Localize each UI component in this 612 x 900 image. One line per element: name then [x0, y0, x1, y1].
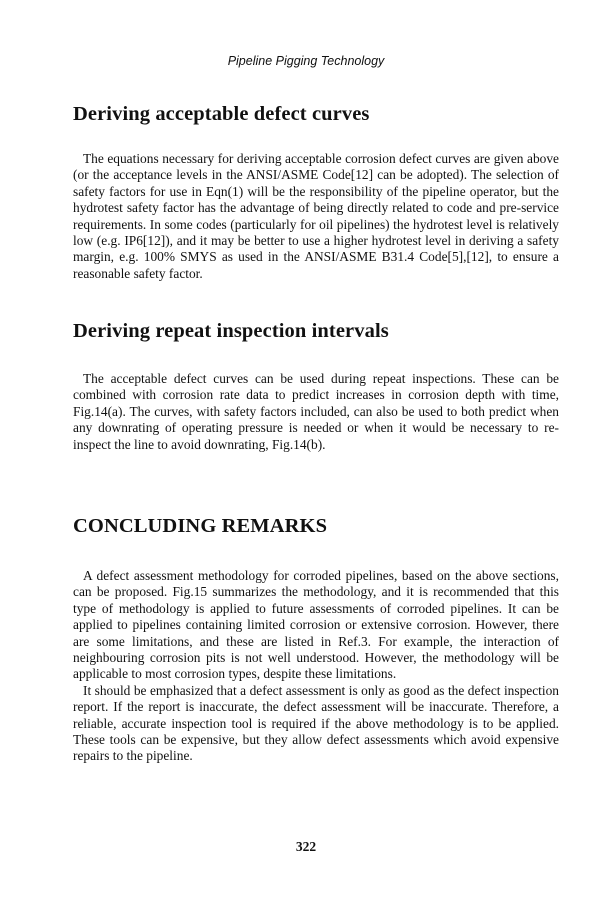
section-concluding-body [73, 568, 559, 765]
paragraph-repeat-inspection-intervals: The acceptable defect curves can be used during repeat inspections. These can be combined with corrosion rate data to predict increases in corrosion depth with time, Fig.14(a). The curves, with safety factors included, can also be used to both predict when any downrating of operating pressure is needed or when it would be necessary to re-inspect the line to avoid downrating, Fig.14(b). [73, 371, 559, 452]
paragraph-concluding-1: A defect assessment methodology for corroded pipelines, based on the above sections, can be proposed. Fig.15 summarizes the methodology, and it is recommended that this type of methodology is applied to future assessments of corroded pipelines. It can be applied to pipelines containing limited corrosion or extensive corrosion. However, there are some limitations, and these are listed in Ref.3. For example, the interaction of neighbouring corrosion pits is not well understood. However, the methodology will be applicable to most corrosion types, despite these limitations. [73, 568, 559, 682]
paragraph-acceptable-defect-curves: The equations necessary for deriving acceptable corrosion defect curves are given above (or the acceptance levels in the ANSI/ASME Code[12] can be adopted). The selection of safety factors for use in Eqn(1) will be the responsibility of the pipeline operator, but the hydrotest safety factor has the advantage of being directly related to code and pre-service requirements. In some codes (particularly for oil pipelines) the hydrotest level is relatively low (e.g. IP6[12]), and it may be better to use a higher hydrotest level in deriving a safety margin, e.g. 100% SMYS as used in the ANSI/ASME B31.4 Code[5],[12], to ensure a reasonable safety factor. [73, 151, 559, 281]
section-heading-acceptable-defect-curves: Deriving acceptable defect curves [73, 103, 370, 125]
section-repeat-heading-block [73, 320, 559, 343]
section-heading-concluding-remarks: CONCLUDING REMARKS [73, 515, 328, 537]
section-concluding-heading-block [73, 515, 559, 538]
paragraph-concluding-2: It should be emphasized that a defect assessment is only as good as the defect inspection report. If the report is inaccurate, the defect assessment will be inaccurate. Therefore, a reliable, accurate inspection tool is required if the above methodology is to be applied. These tools can be expensive, but they allow defect assessments which avoid expensive repairs to the pipeline. [73, 682, 559, 764]
section-heading-repeat-inspection-intervals: Deriving repeat inspection intervals [73, 320, 389, 342]
section-acceptable-body [73, 151, 559, 282]
running-header: Pipeline Pigging Technology [227, 54, 385, 68]
page-number: 322 [295, 839, 317, 854]
section-acceptable-heading-block [73, 103, 559, 126]
section-repeat-body [73, 371, 559, 453]
